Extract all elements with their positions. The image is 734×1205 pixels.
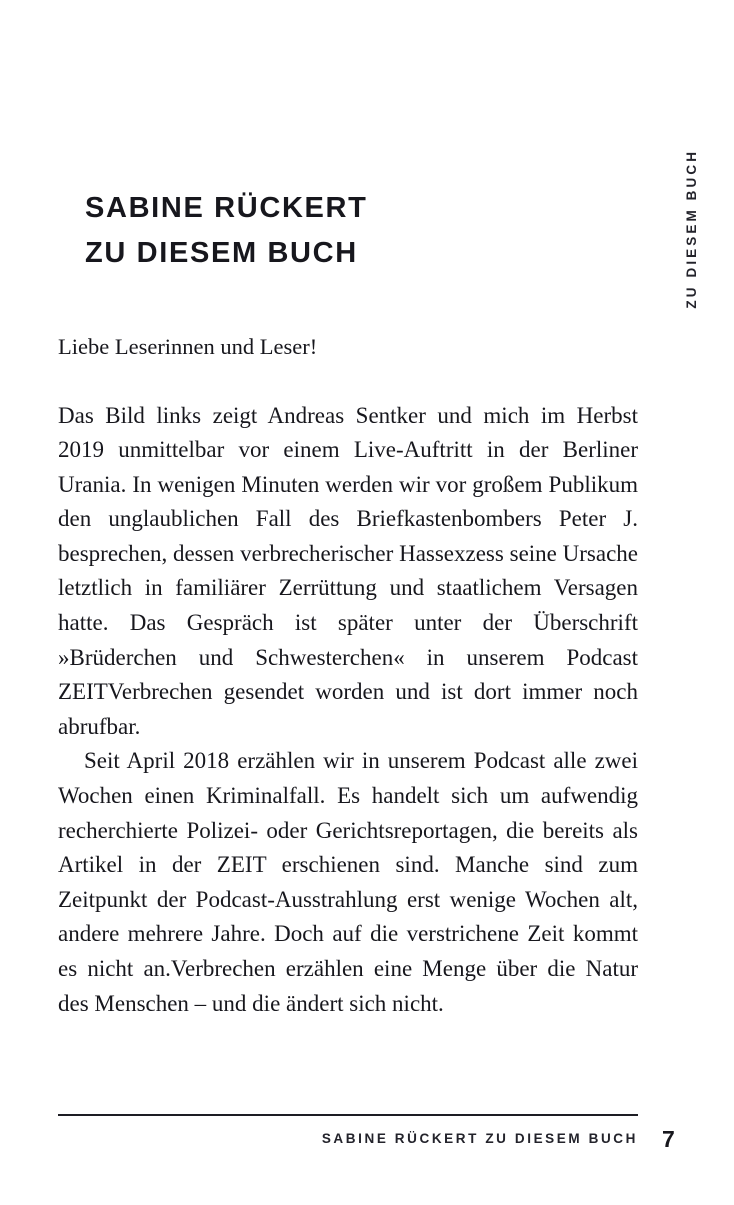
page-title-line-2: ZU DIESEM BUCH (85, 237, 358, 269)
vertical-running-head (680, 25, 704, 309)
footer-divider (58, 1114, 638, 1116)
salutation: Liebe Leserinnen und Leser! (58, 334, 318, 359)
page-title (85, 186, 645, 276)
footer-running-title: SABINE RÜCKERT ZU DIESEM BUCH (321, 1131, 638, 1146)
vertical-running-head-label: ZU DIESEM BUCH (684, 148, 700, 309)
page-title-line-1: SABINE RÜCKERT (85, 192, 368, 224)
body-paragraph-2: Seit April 2018 erzählen wir in unserem Podcast alle zwei Wochen einen Kriminalfall. Es handelt sich um aufwendig recherchierte Polizei- oder Gerichtsreportagen, die bereits als Artikel in der ZEIT erschienen sind. Manche sind zum Zeitpunkt der Podcast-Ausstrahlung erst wenige Wochen alt, andere mehrere Jahre. Doch auf die verstrichene Zeit kommt es nicht an.Verbrechen erzählen eine Menge über die Natur des Menschen – und die ändert sich nicht. (58, 748, 638, 1016)
body-text (58, 330, 638, 1021)
body-paragraph-1: Das Bild links zeigt Andreas Sentker und mich im Herbst 2019 unmittelbar vor einem Live-Auftritt in der Berliner Urania. In wenigen Minuten werden wir vor großem Publikum den unglaublichen Fall des Briefkastenbombers Peter J. besprechen, dessen verbrecherischer Hassexzess seine Ursache letztlich in familiärer Zerrüttung und staatlichem Versagen hatte. Das Gespräch ist später unter der Überschrift »Brüderchen und Schwesterchen« in unserem Podcast ZEITVerbrechen gesendet worden und ist dort immer noch abrufbar. (58, 402, 638, 739)
page-number: 7 (662, 1126, 675, 1152)
